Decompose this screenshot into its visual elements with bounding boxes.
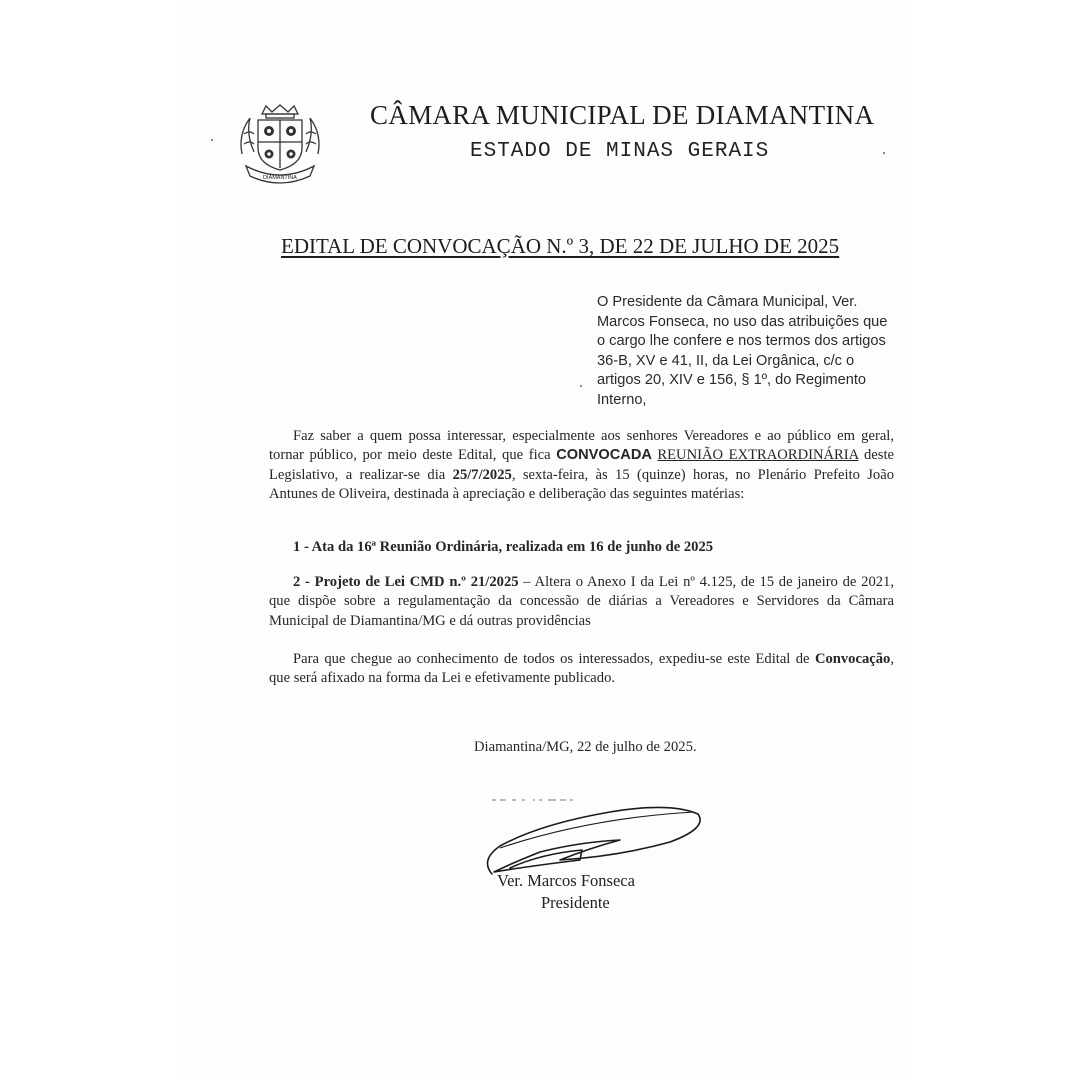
institution-title: CÂMARA MUNICIPAL DE DIAMANTINA [370,100,875,130]
closing-text: , que será afixado na forma da Lei e efetivamente publicado. [269,651,894,687]
agenda-item-1 [269,538,894,557]
intro-paragraph [597,293,894,410]
emblem-label: DIAMANTINA [263,175,297,181]
agenda-item-1-text: 1 - Ata da 16ª Reunião Ordinária, realizada em 16 de junho de 2025 [293,539,714,555]
scan-speck [883,152,885,154]
reuniao-text: REUNIÃO EXTRAORDINÁRIA [657,447,859,464]
agenda-item-2 [269,573,894,631]
closing-text: Para que chegue ao conhecimento de todos os interessados, expediu-se este Edital de [293,651,815,667]
closing-paragraph [269,650,894,689]
signatory-role: Presidente [541,893,610,912]
closing-bold: Convocação [814,651,891,667]
agenda-item-2-title: 2 - Projeto de Lei CMD n.º 21/2025 [293,574,519,590]
paragraph-text: , sexta-feira, às 15 (quinze) horas, no Plenário Prefeito João Antunes de Oliveira, destinada à apreciação e deliberação das seguintes matérias: [269,466,895,503]
intro-line: o cargo lhe confere e nos termos dos artigos [597,333,886,349]
intro-line: Interno, [597,391,647,408]
paragraph-text: Faz saber a quem possa interessar, especialmente aos senhores Vereadores e ao público em geral, tornar público, por meio deste Edital, que fica [269,428,894,464]
agenda-item-2-text: – Altera o Anexo I da Lei nº 4.125, de 15 de janeiro de 2021, que dispõe sobre a regulamentação da concessão de diárias a Vereadores e Servidores da Câmara Municipal de Diamantina/MG e dá outras providências [269,574,894,629]
intro-line: 36-B, XV e 41, II, da Lei Orgânica, c/c o [597,352,855,369]
intro-line: Marcos Fonseca, no uso das atribuições que [597,313,888,330]
intro-line: artigos 20, XIV e 156, § 1º, do Regimento [597,372,866,388]
scan-speck [211,139,213,141]
intro-line: O Presidente da Câmara Municipal, Ver. [597,294,858,310]
institution-subtitle: ESTADO DE MINAS GERAIS [470,140,770,163]
scan-speck [580,385,582,387]
meeting-date: 25/7/2025 [452,466,512,483]
convocada-text: CONVOCADA [556,447,658,464]
place-date-line: Diamantina/MG, 22 de julho de 2025. [474,739,697,755]
signatory-name: Ver. Marcos Fonseca [497,871,635,890]
edital-title: EDITAL DE CONVOCAÇÃO N.º 3, DE 22 DE JULHO DE 2025 [281,234,840,258]
convocation-paragraph [269,427,894,505]
coat-of-arms-emblem [236,104,324,186]
paragraph-text: deste Legislativo, a realizar-se dia [269,447,894,483]
